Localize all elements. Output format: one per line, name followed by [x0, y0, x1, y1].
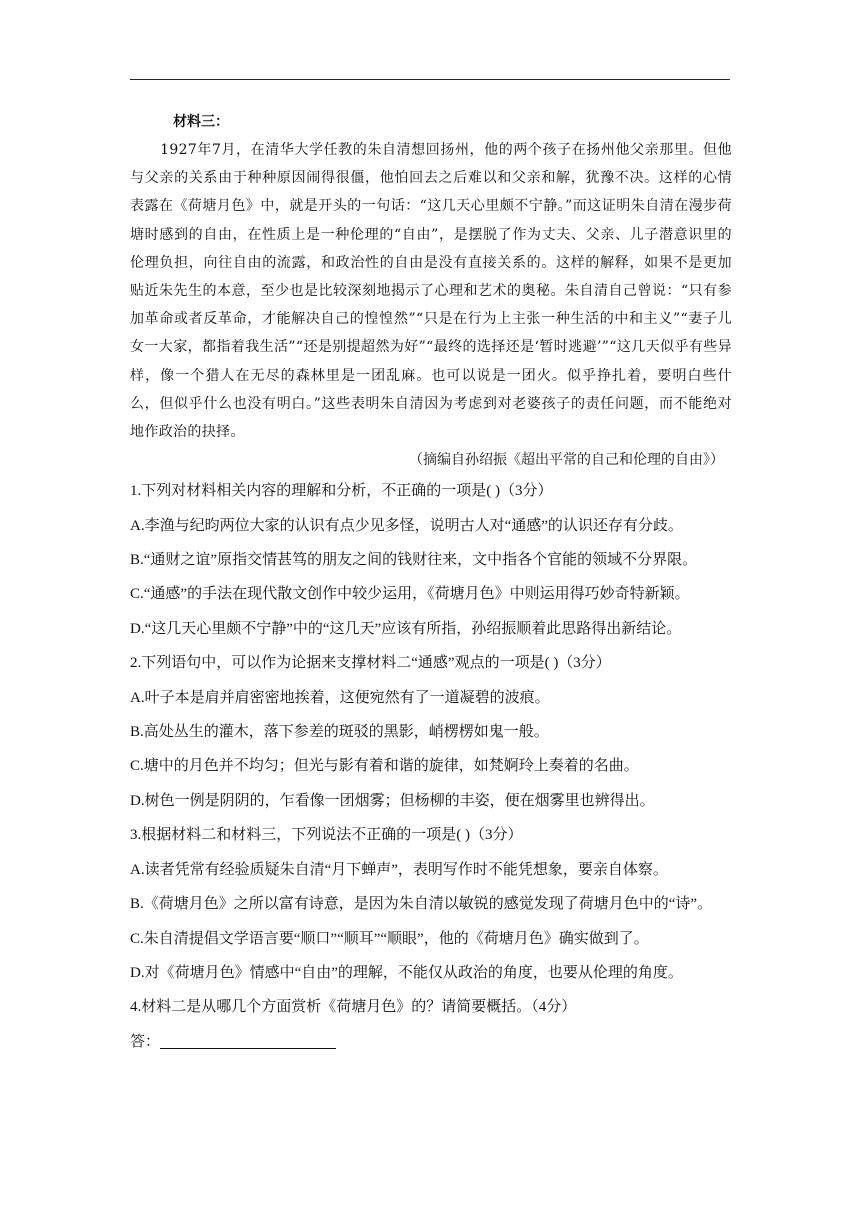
question-stem: 1.下列对材料相关内容的理解和分析，不正确的一项是( )（3分） — [130, 483, 553, 500]
document-page — [130, 108, 732, 1059]
option-b[interactable]: B.《荷塘月色》之所以富有诗意，是因为朱自清以敏锐的感觉发现了荷塘月色中的“诗”。 — [130, 896, 713, 913]
option-a[interactable]: A.李渔与纪昀两位大家的认识有点少见多怪，说明古人对“通感”的认识还存有分歧。 — [130, 517, 683, 534]
option-c[interactable]: C.塘中的月色并不均匀；但光与影有着和谐的旋律，如梵婀玲上奏着的名曲。 — [130, 758, 639, 775]
option-b[interactable]: B.“通财之谊”原指交情甚笃的朋友之间的钱财往来，文中指各个官能的领域不分界限。 — [130, 552, 698, 569]
answer-label: 答： — [130, 1033, 161, 1050]
option-d[interactable]: D.“这几天心里颇不宁静”中的“这几天”应该有所指，孙绍振顺着此思路得出新结论。 — [130, 620, 682, 637]
question-1 — [130, 474, 732, 646]
answer-blank[interactable] — [160, 1032, 336, 1049]
option-d[interactable]: D.对《荷塘月色》情感中“自由”的理解，不能仅从政治的角度，也要从伦理的角度。 — [130, 964, 683, 981]
option-c[interactable]: C.“通感”的手法在现代散文创作中较少运用，《荷塘月色》中则运用得巧妙奇特新颖。 — [130, 586, 690, 603]
question-stem: 2.下列语句中，可以作为论据来支撑材料二“通感”观点的一项是( )（3分） — [130, 655, 611, 672]
option-a[interactable]: A.叶子本是肩并肩密密地挨着，这便宛然有了一道凝碧的波痕。 — [130, 689, 550, 706]
question-3 — [130, 818, 732, 990]
header-rule — [130, 79, 730, 80]
question-stem: 3.根据材料二和材料三，下列说法不正确的一项是( )（3分） — [130, 827, 523, 844]
material-heading: 材料三： — [173, 114, 229, 130]
option-d[interactable]: D.树色一例是阴阴的，乍看像一团烟雾；但杨柳的丰姿，便在烟雾里也辨得出。 — [130, 792, 655, 809]
material-paragraph: 1927年7月，在清华大学任教的朱自清想回扬州，他的两个孩子在扬州他父亲那里。但他与父亲的关系由于种种原因闹得很僵，他怕回去之后难以和父亲和解，犹豫不决。这样的心情表露在《荷塘月色》中，就是开头的一句话：“这几天心里颇不宁静。”而这证明朱自清在漫步荷塘时感到的自由，在性质上是一种伦理的“自由”，是摆脱了作为丈夫、父亲、儿子潜意识里的伦理负担，向往自由的流露，和政治性的自由是没有直接关系的。这样的解释，如果不是更加贴近朱先生的本意，至少也是比较深刻地揭示了心理和艺术的奥秘。朱自清自己曾说：“只有参加革命或者反革命，才能解决自己的惶惶然”“只是在行为上主张一种生活的中和主义”“妻子儿女一大家，都指着我生活”“还是别提超然为好”“最终的选择还是‘暂时逃避’”“这几天似乎有些异样，像一个猎人在无尽的森林里是一团乱麻。也可以说是一团火。似乎挣扎着，要明白些什么，但似乎什么也没有明白。”这些表明朱自清因为考虑到对老婆孩子的责任问题，而不能绝对地作政治的抉择。 — [130, 142, 732, 441]
option-a[interactable]: A.读者凭常有经验质疑朱自清“月下蝉声”，表明写作时不能凭想象，要亲自体察。 — [130, 861, 668, 878]
option-c[interactable]: C.朱自清提倡文学语言要“顺口”“顺耳”“顺眼”，他的《荷塘月色》确实做到了。 — [130, 930, 649, 947]
question-stem: 4.材料二是从哪几个方面赏析《荷塘月色》的？请简要概括。（4分） — [130, 999, 577, 1016]
option-b[interactable]: B.高处丛生的灌木，落下参差的斑驳的黑影，峭楞楞如鬼一般。 — [130, 724, 549, 741]
answer-line — [130, 1025, 732, 1059]
question-4 — [130, 990, 732, 1059]
material-source: （摘编自孙绍振《超出平常的自己和伦理的自由》） — [409, 452, 724, 469]
question-2 — [130, 646, 732, 818]
